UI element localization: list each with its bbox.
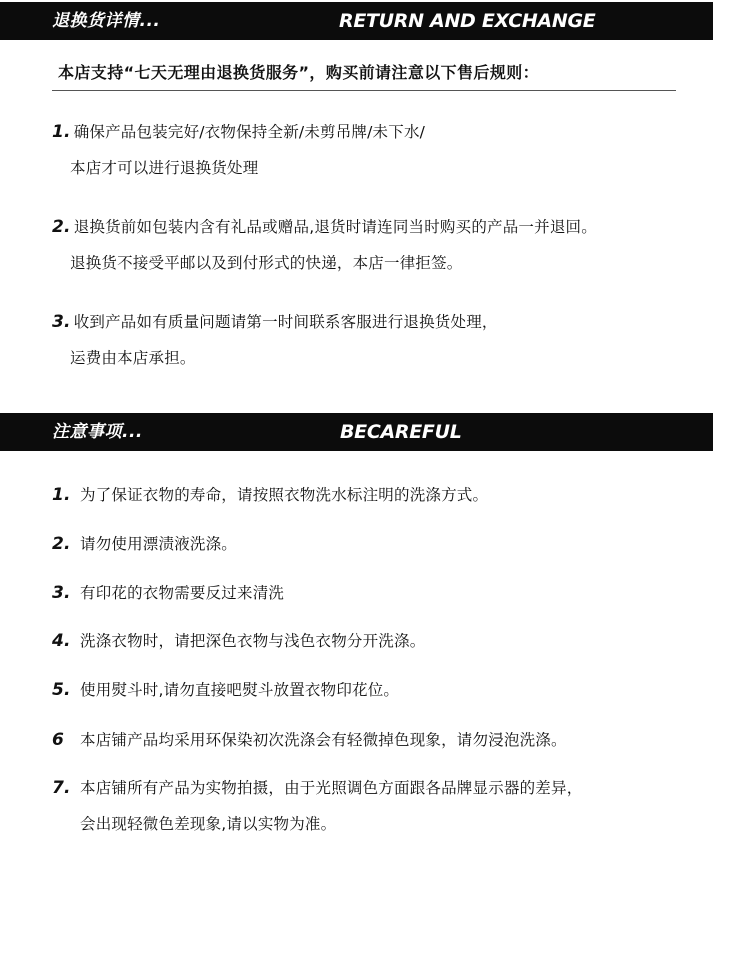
item-number: 2. [52,217,71,237]
care-note-item [52,477,488,513]
care-notes-header-bar [0,413,713,451]
return-exchange-title-cn: 退换货详情... [52,11,161,31]
return-policy-item [52,304,498,376]
item-number: 5. [52,680,71,700]
care-notes-title-en: BECAREFUL [340,421,462,443]
item-text-line2: 运费由本店承担。 [70,349,196,367]
item-number: 7. [52,778,71,798]
care-notes-title-cn: 注意事项... [52,422,143,442]
care-note-item [52,722,567,758]
item-text-line1: 退换货前如包装内含有礼品或赠品,退货时请连同当时购买的产品一并退回。 [73,218,597,236]
item-number: 1. [52,122,71,142]
return-policy-intro: 本店支持“七天无理由退换货服务”，购买前请注意以下售后规则： [58,63,540,82]
item-number: 4. [52,631,71,651]
care-note-item [52,770,582,842]
care-note-item [52,575,284,611]
care-note-item [52,526,237,562]
item-number: 3. [52,583,71,603]
intro-divider [52,90,676,91]
item-text-line2: 退换货不接受平邮以及到付形式的快递，本店一律拒签。 [70,254,463,272]
item-number: 3. [52,312,71,332]
item-text-line2: 会出现轻微色差现象,请以实物为准。 [80,815,337,833]
care-note-item [52,672,399,708]
return-policy-item [52,209,597,281]
item-text-line1: 有印花的衣物需要反过来清洗 [80,584,285,602]
item-text-line1: 收到产品如有质量问题请第一时间联系客服进行退换货处理， [73,313,498,331]
item-text-line2: 本店才可以进行退换货处理 [70,159,259,177]
item-number: 2. [52,534,71,554]
item-text-line1: 为了保证衣物的寿命，请按照衣物洗水标注明的洗涤方式。 [80,486,489,504]
return-policy-item [52,114,425,186]
item-text-line1: 确保产品包装完好/衣物保持全新/未剪吊牌/未下水/ [73,123,426,141]
item-text-line1: 本店铺产品均采用环保染初次洗涤会有轻微掉色现象，请勿浸泡洗涤。 [80,731,567,749]
return-exchange-title-en: RETURN AND EXCHANGE [339,10,596,32]
item-text-line1: 本店铺所有产品为实物拍摄，由于光照调色方面跟各品牌显示器的差异， [80,779,583,797]
item-text-line1: 请勿使用漂渍液洗涤。 [80,535,238,553]
item-text-line1: 洗涤衣物时，请把深色衣物与浅色衣物分开洗涤。 [80,632,426,650]
care-note-item [52,623,425,659]
item-number: 6 [52,730,65,750]
item-text-line1: 使用熨斗时,请勿直接吧熨斗放置衣物印花位。 [80,681,400,699]
item-number: 1. [52,485,71,505]
return-exchange-header-bar [0,2,713,40]
